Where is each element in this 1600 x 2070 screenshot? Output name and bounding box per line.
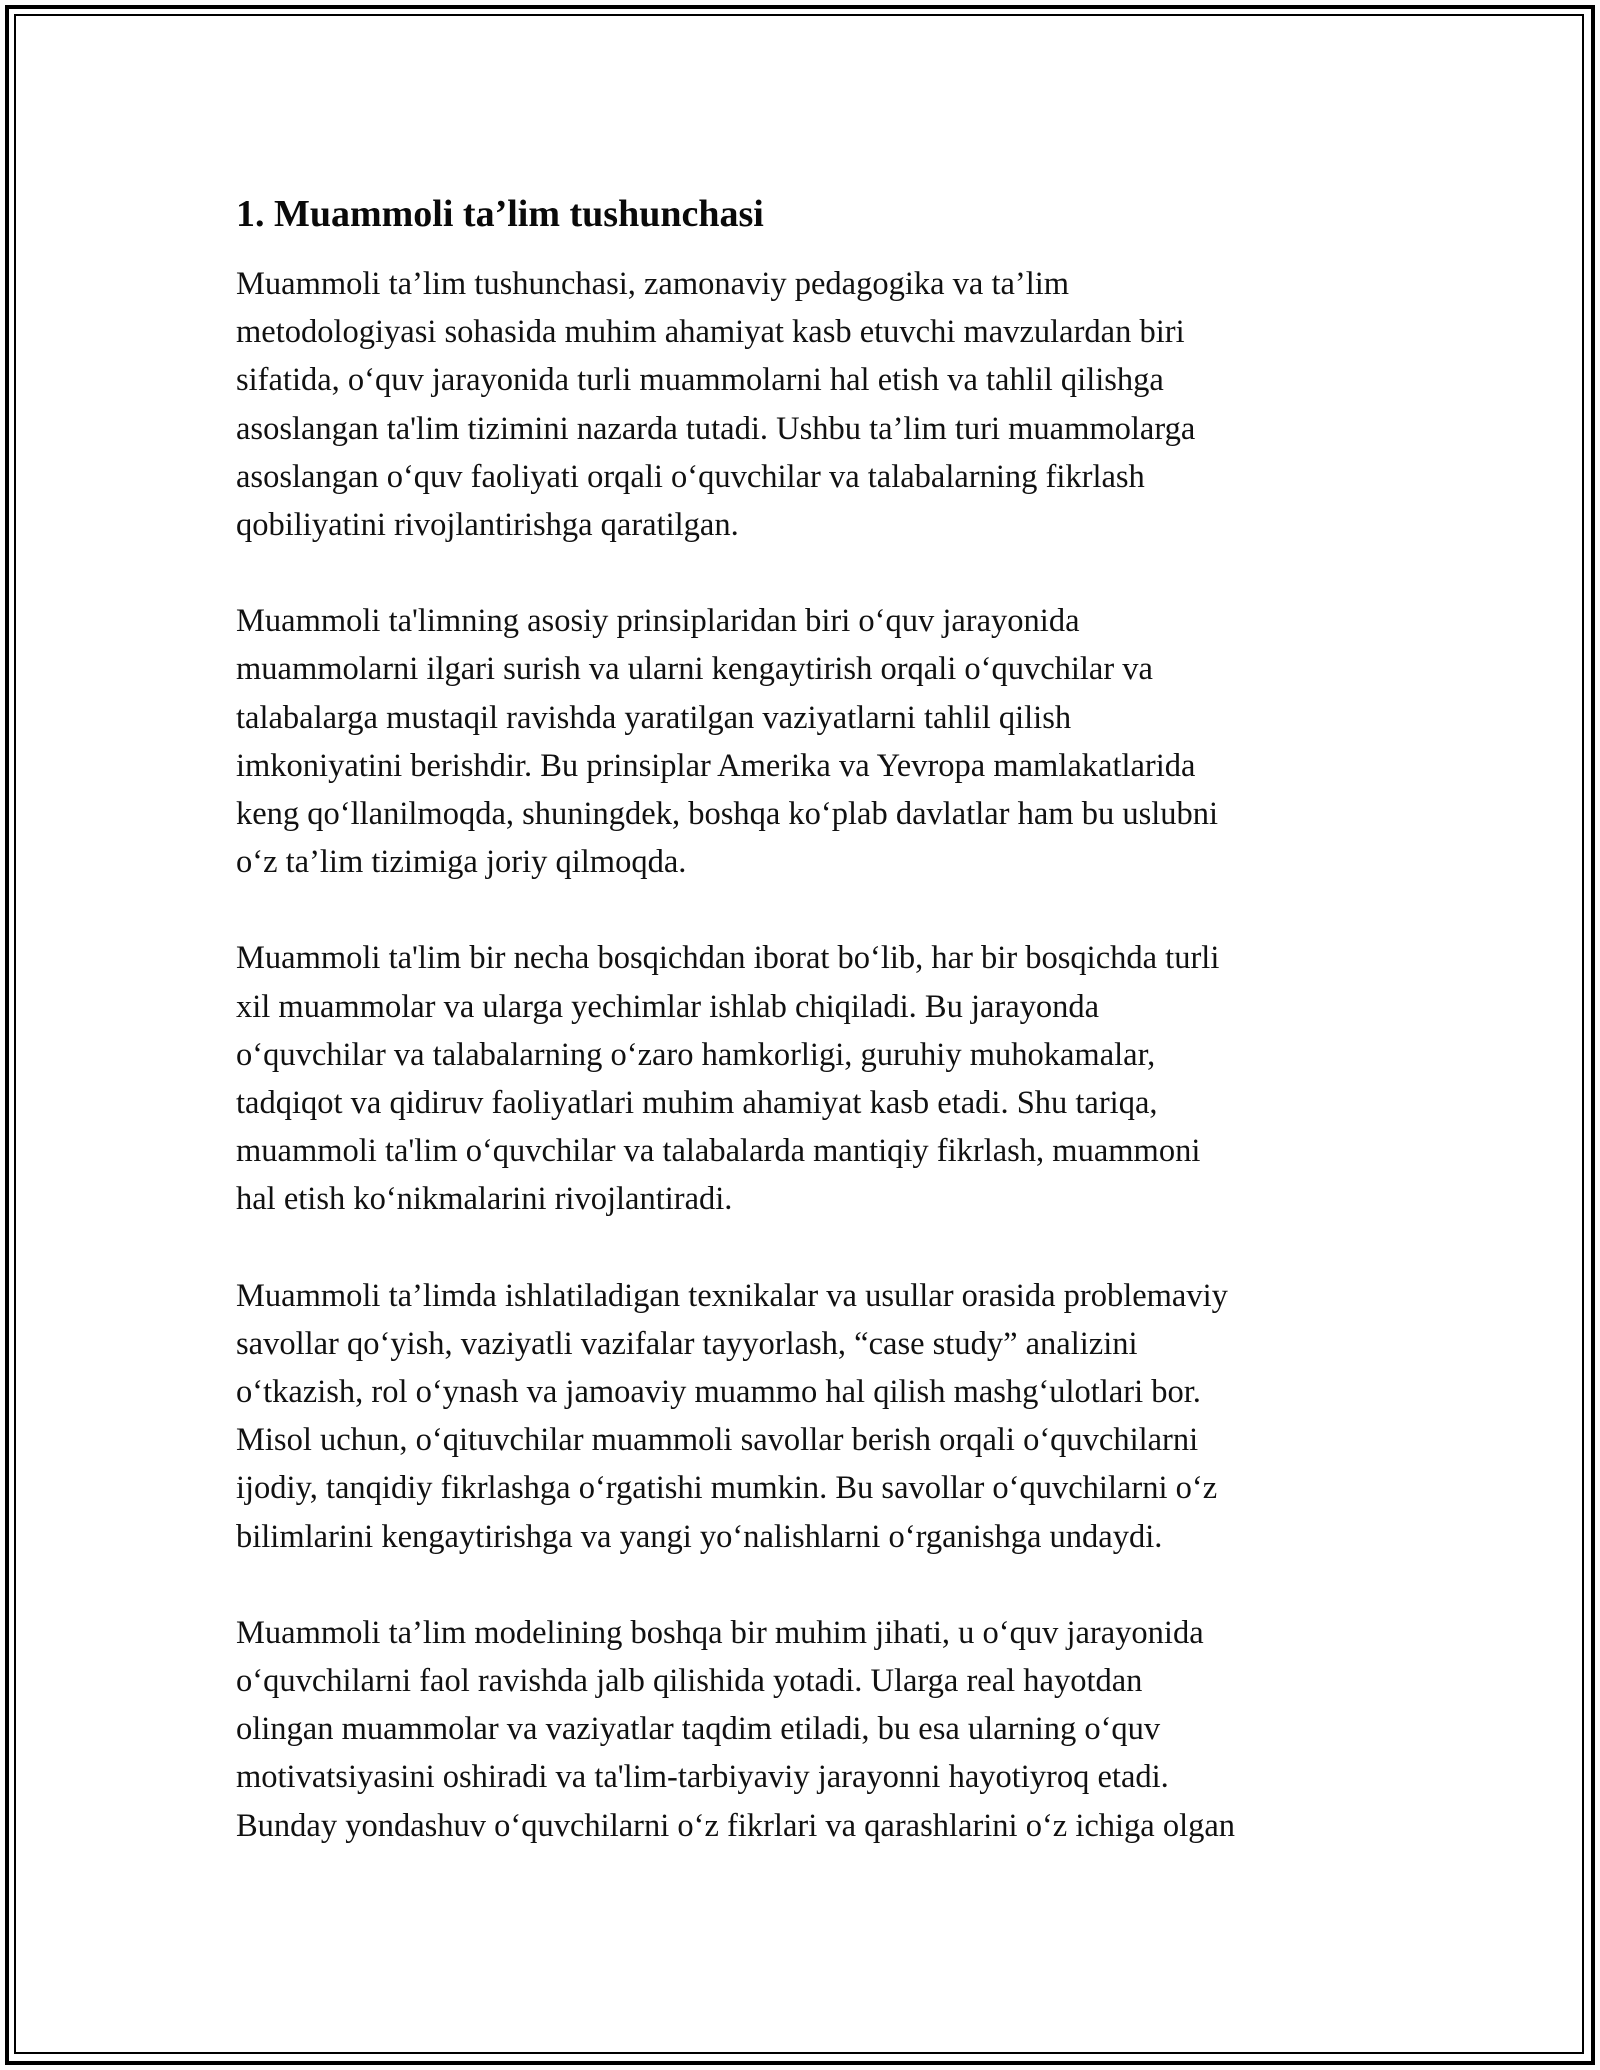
section-heading: 1. Muammoli ta’lim tushunchasi	[236, 193, 764, 235]
paragraph-4: Muammoli ta’limda ishlatiladigan texnikalar va usullar orasida problemaviy savollar qo‘yish, vaziyatli vazifalar tayyorlash, “case study” analizini o‘tkazish, rol o‘ynash va jamoaviy muammo hal qilish mashg‘ulotlari bor. Misol uchun, o‘qituvchilar muammoli savollar berish orqali o‘quvchilarni ijodiy, tanqidiy fikrlashga o‘rgatishi mumkin. Bu savollar o‘quvchilarni o‘z bilimlarini kengaytirishga va yangi yo‘nalishlarni o‘rganishga undaydi.	[236, 1277, 1228, 1555]
paragraph-5: Muammoli ta’lim modelining boshqa bir muhim jihati, u o‘quv jarayonida o‘quvchilarni faol ravishda jalb qilishida yotadi. Ularga real hayotdan olingan muammolar va vaziyatlar taqdim etiladi, bu esa ularning o‘quv motivatsiyasini oshiradi va ta'lim-tarbiyaviy jarayonni hayotiyroq etadi. Bunday yondashuv o‘quvchilarni o‘z fikrlari va qarashlarini o‘z ichiga olgan	[236, 1614, 1236, 1844]
paragraph-2: Muammoli ta'limning asosiy prinsiplaridan biri o‘quv jarayonida muammolarni ilgari surish va ularni kengaytirish orqali o‘quvchilar va talabalarga mustaqil ravishda yaratilgan vaziyatlarni tahlil qilish imkoniyatini berishdir. Bu prinsiplar Amerika va Yevropa mamlakatlarida keng qo‘llanilmoqda, shuningdek, boshqa ko‘plab davlatlar ham bu uslubni o‘z ta’lim tizimiga joriy qilmoqda.	[236, 603, 1219, 881]
document-body	[236, 186, 1396, 1898]
paragraph-1: Muammoli ta’lim tushunchasi, zamonaviy pedagogika va ta’lim metodologiyasi sohasida muhim ahamiyat kasb etuvchi mavzulardan biri sifatida, o‘quv jarayonida turli muammolarni hal etish va tahlil qilishga asoslangan ta'lim tizimini nazarda tutadi. Ushbu ta’lim turi muammolarga asoslangan o‘quv faoliyati orqali o‘quvchilar va talabalarning fikrlash qobiliyatini rivojlantirishga qaratilgan.	[236, 266, 1196, 544]
paragraph-3: Muammoli ta'lim bir necha bosqichdan iborat bo‘lib, har bir bosqichda turli xil muammolar va ularga yechimlar ishlab chiqiladi. Bu jarayonda o‘quvchilar va talabalarning o‘zaro hamkorligi, guruhiy muhokamalar, tadqiqot va qidiruv faoliyatlari muhim ahamiyat kasb etadi. Shu tariqa, muammoli ta'lim o‘quvchilar va talabalarda mantiqiy fikrlash, muammoni hal etish ko‘nikmalarini rivojlantiradi.	[236, 940, 1220, 1218]
